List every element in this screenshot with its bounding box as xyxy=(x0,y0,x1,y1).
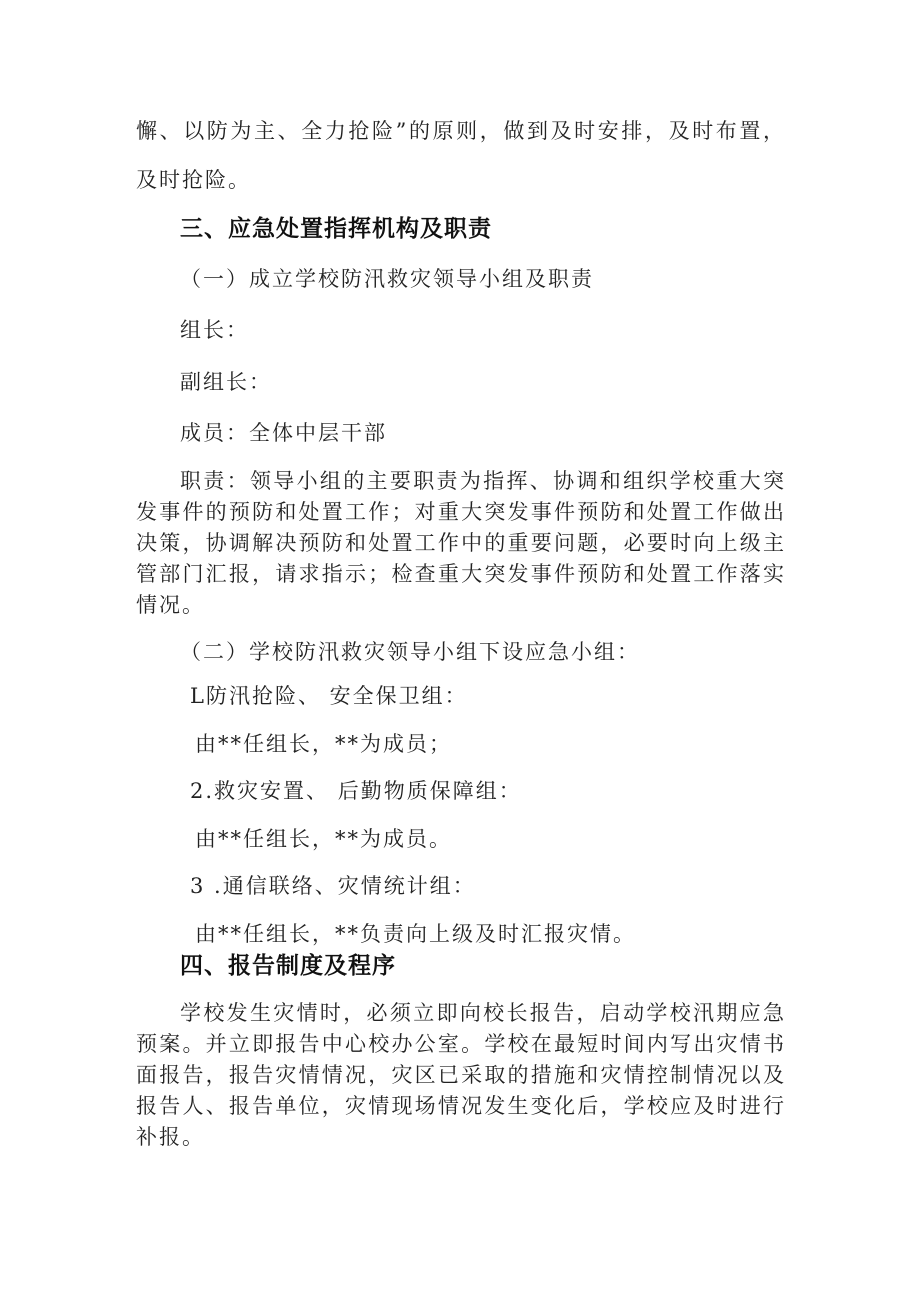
duties-line-2: 发事件的预防和处置工作；对重大突发事件预防和处置工作做出 xyxy=(136,500,784,524)
duties-line-5: 情况。 xyxy=(136,593,205,617)
report-line-5: 补报。 xyxy=(136,1125,205,1149)
group-1-name: L防汛抢险、 安全保卫组： xyxy=(190,684,468,708)
group-1-detail: 由**任组长，**为成员； xyxy=(195,732,452,756)
report-line-2: 预案。并立即报告中心校办公室。学校在最短时间内写出灾情书 xyxy=(136,1032,784,1056)
report-line-4: 报告人、报告单位，灾情现场情况发生变化后，学校应及时进行 xyxy=(136,1094,784,1118)
subsection-1-title: （一）成立学校防汛救灾领导小组及职责 xyxy=(180,267,594,291)
subsection-2-title: （二）学校防汛救灾领导小组下设应急小组： xyxy=(180,640,640,664)
members-line: 成员：全体中层干部 xyxy=(180,421,387,445)
group-3-name: 3 .通信联络、灾情统计组： xyxy=(190,874,476,898)
duties-line-1: 职责：领导小组的主要职责为指挥、协调和组织学校重大突 xyxy=(180,469,784,493)
section-4-heading: 四、报告制度及程序 xyxy=(180,953,396,979)
intro-line-2: 及时抢险。 xyxy=(136,168,251,192)
group-2-detail: 由**任组长，**为成员。 xyxy=(195,827,452,851)
duties-line-3: 决策，协调解决预防和处置工作中的重要问题，必要时向上级主 xyxy=(136,531,784,555)
intro-line-1: 懈、以防为主、全力抢险”的原则，做到及时安排，及时布置， xyxy=(136,119,784,143)
report-line-3: 面报告，报告灾情情况，灾区已采取的措施和灾情控制情况以及 xyxy=(136,1063,784,1087)
leader-line: 组长： xyxy=(180,318,249,342)
duties-line-4: 管部门汇报，请求指示；检查重大突发事件预防和处置工作落实 xyxy=(136,562,784,586)
group-3-detail: 由**任组长，**负责向上级及时汇报灾情。 xyxy=(195,922,636,946)
group-2-name: 2.救灾安置、 后勤物质保障组： xyxy=(190,779,522,803)
deputy-leader-line: 副组长： xyxy=(180,370,272,394)
section-3-heading: 三、应急处置指挥机构及职责 xyxy=(180,216,492,242)
report-line-1: 学校发生灾情时，必须立即向校长报告，启动学校汛期应急 xyxy=(180,1001,784,1025)
